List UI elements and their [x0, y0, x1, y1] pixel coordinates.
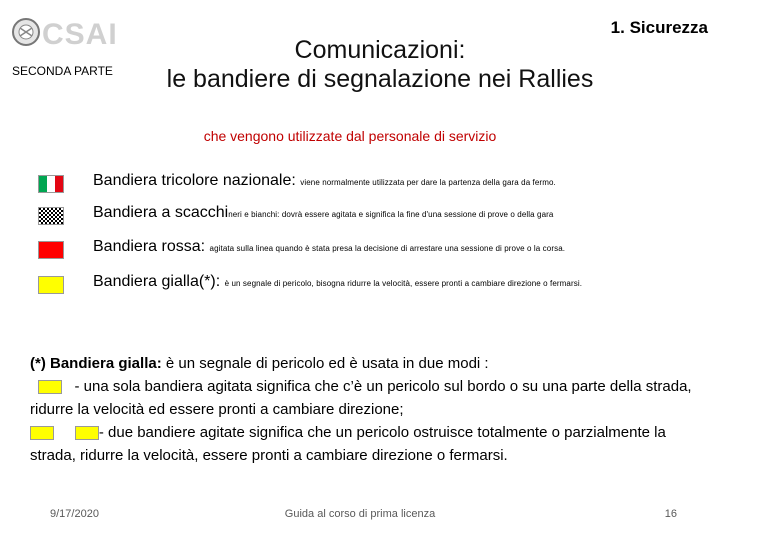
note-intro-text: è un segnale di pericolo ed è usata in due modi : [161, 355, 489, 372]
title-line-2: le bandiere di segnalazione nei Rallies [166, 65, 594, 93]
page-number: 16 [664, 508, 677, 520]
section-label: 1. Sicurezza [610, 18, 708, 37]
note-single [30, 375, 700, 421]
yellow-flag-icon [30, 426, 54, 440]
flag-description: agitata sulla linea quando è stata presa la decisione di arrestare una sessione di prove o la corsa. [209, 244, 566, 253]
yellow-flag-icon [38, 276, 64, 294]
flag-label [93, 204, 553, 222]
yellow-flag-icon [75, 426, 99, 440]
note-double-text: - due bandiere agitate significa che un pericolo ostruisce totalmente o parzialmente la strada, ridurre la velocità, essere pronti a cambiare direzione o fermarsi. [30, 424, 666, 464]
note-intro [30, 352, 700, 375]
yellow-flag-icon [38, 380, 62, 394]
part-label: SECONDA PARTE [12, 64, 113, 78]
flag-label [93, 172, 556, 190]
note-double [30, 421, 700, 467]
flag-name: Bandiera gialla(*): [93, 273, 221, 290]
flag-name: Bandiera tricolore nazionale: [93, 172, 296, 189]
yellow-flag-note [30, 352, 700, 467]
flag-name: Bandiera a scacchi [93, 204, 229, 221]
flag-name: Bandiera rossa: [93, 238, 206, 255]
flag-description: è un segnale di pericolo, bisogna ridurre la velocità, essere pronti a cambiare direzione o fermarsi. [224, 279, 583, 288]
flag-label [93, 273, 582, 291]
checkered-flag-icon [38, 207, 64, 225]
red-flag-icon [38, 241, 64, 259]
title-line-1: Comunicazioni: [294, 36, 466, 64]
slide-subtitle: che vengono utilizzate dal personale di servizio [203, 128, 497, 144]
flag-label [93, 238, 565, 256]
note-lead: (*) Bandiera gialla: [30, 355, 162, 372]
note-single-text: - una sola bandiera agitata significa che c’è un pericolo sul bordo o su una parte della strada, ridurre la velocità ed essere pronti a cambiare direzione; [30, 378, 692, 418]
footer-date: 9/17/2020 [50, 508, 99, 520]
footer-center: Guida al corso di prima licenza [284, 508, 436, 520]
flag-description: neri e bianchi: dovrà essere agitata e significa la fine d'una sessione di prove o della gara [228, 210, 554, 219]
slide-title [0, 36, 760, 94]
svg-text:CSAI: CSAI [42, 18, 118, 51]
flag-description: viene normalmente utilizzata per dare la partenza della gara da fermo. [300, 178, 556, 187]
italian-tricolor-flag-icon [38, 175, 64, 193]
